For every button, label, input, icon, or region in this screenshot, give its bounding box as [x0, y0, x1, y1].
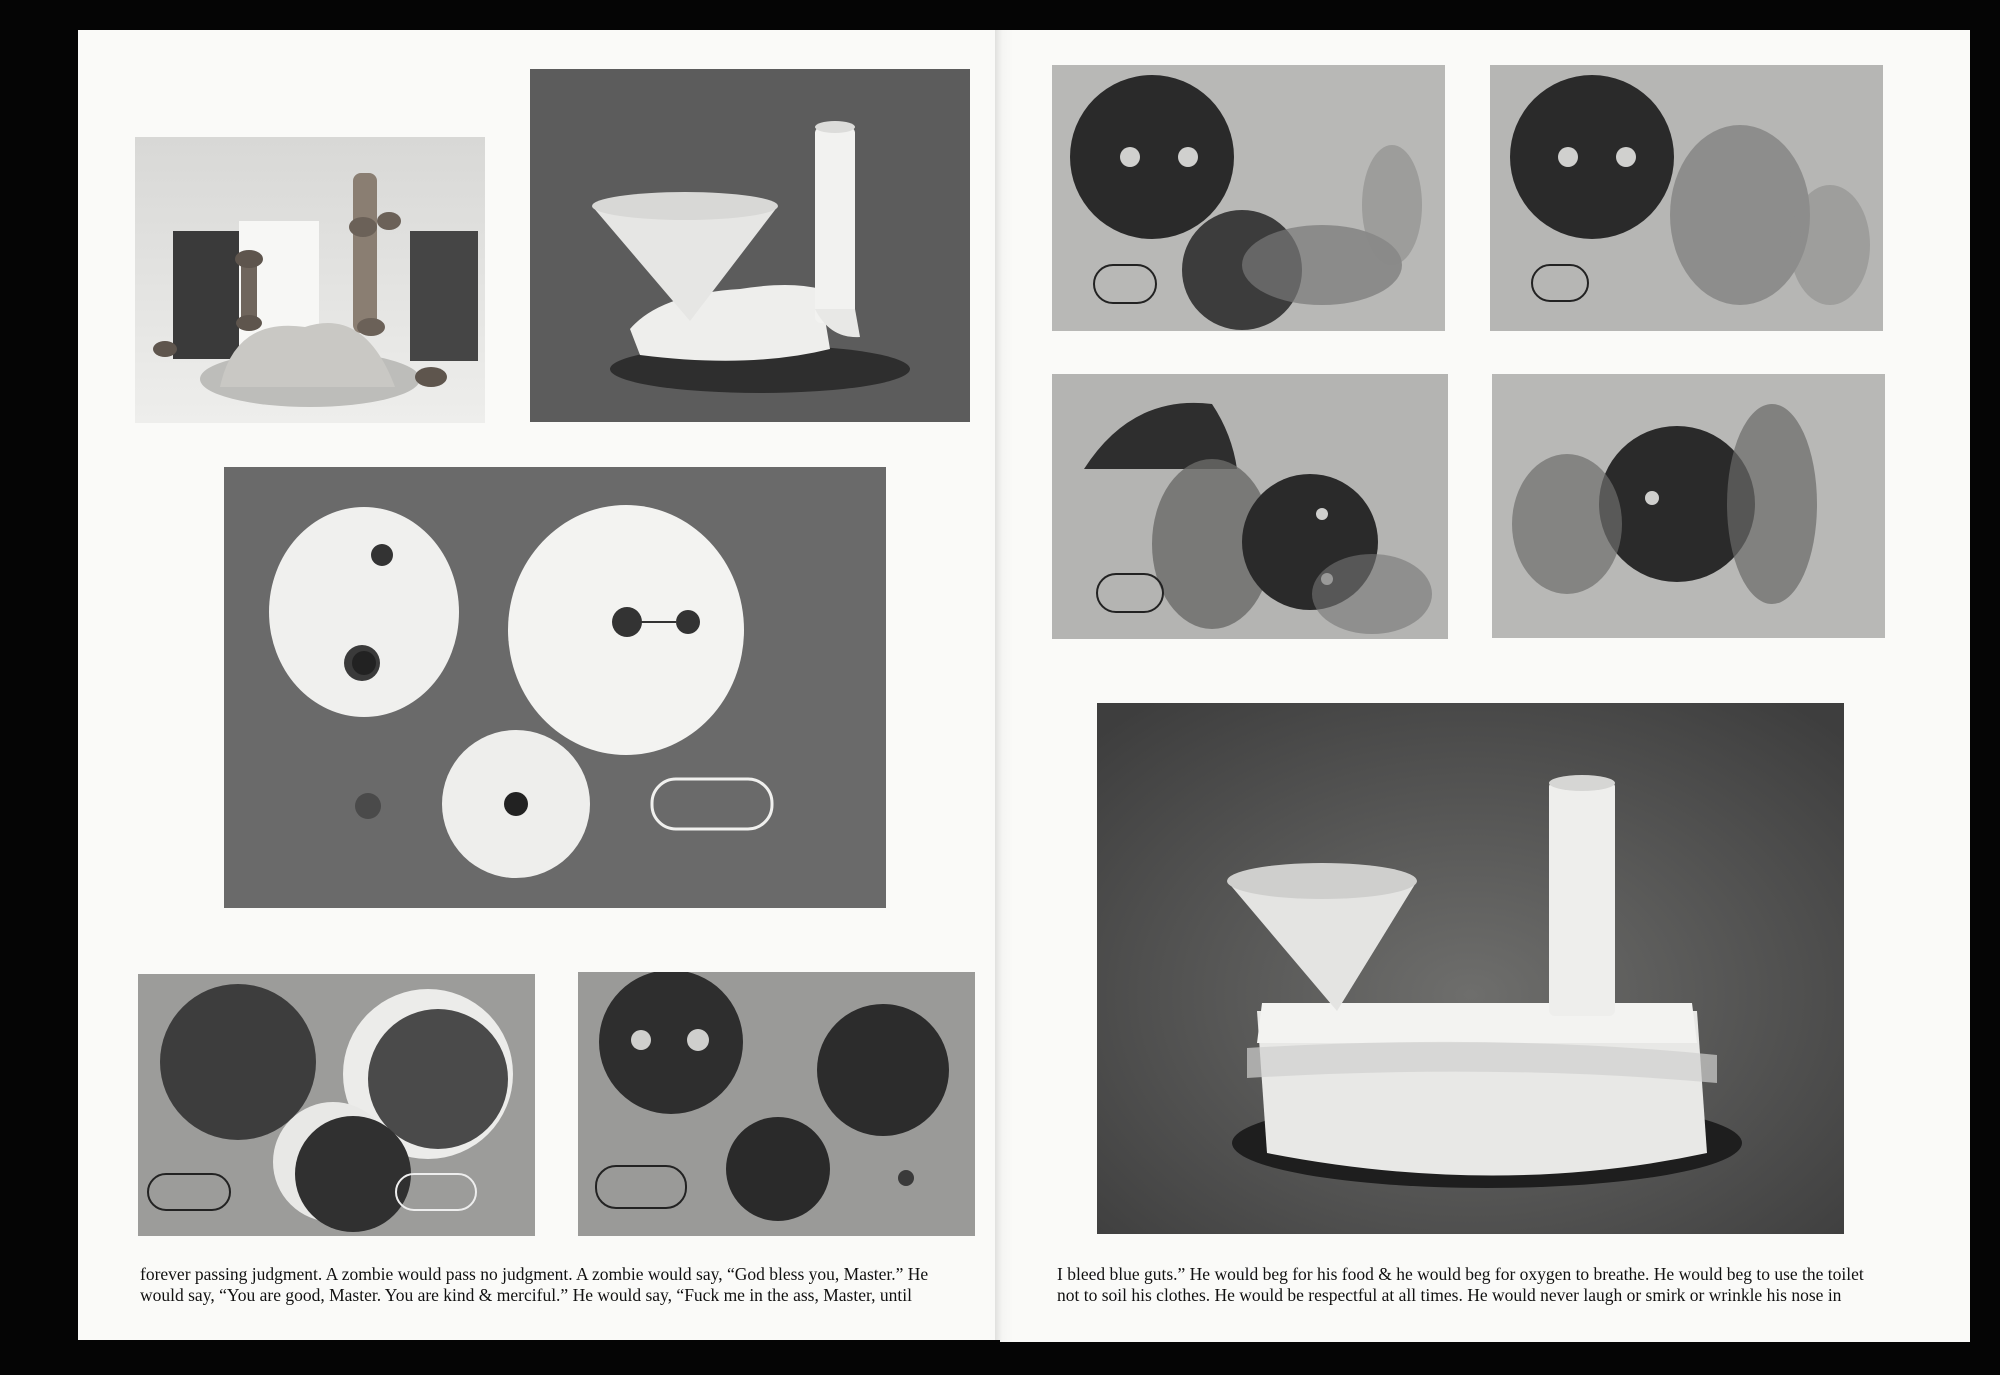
photo-shadow-spheres-4	[1492, 374, 1885, 638]
photo-shadow-spheres-3	[1052, 374, 1448, 639]
text-line: not to soil his clothes. He would be respectful at all times. He would never laugh or smirk or wrinkle his nose in	[1057, 1285, 1842, 1305]
photo-shadow-spheres-1	[1052, 65, 1445, 331]
photo-cone-column-on-base	[1097, 703, 1844, 1234]
text-line: forever passing judgment. A zombie would pass no judgment. A zombie would say, “God bless you, Master.” He	[140, 1264, 929, 1284]
photo-overlay-spheres-2	[578, 972, 975, 1236]
photo-white-discs-flatlay	[224, 467, 886, 908]
photo-shadow-spheres-2	[1490, 65, 1883, 331]
photo-cone-and-column	[530, 69, 970, 422]
photo-sculpture-with-panels	[135, 137, 485, 423]
book-gutter	[995, 30, 1013, 1342]
left-page-text	[140, 1264, 976, 1306]
right-page-text	[1057, 1264, 1891, 1306]
text-line: I bleed blue guts.” He would beg for his food & he would beg for oxygen to breathe. He would beg to use the toilet	[1057, 1264, 1864, 1284]
text-line: would say, “You are good, Master. You are kind & merciful.” He would say, “Fuck me in the ass, Master, until	[140, 1285, 912, 1305]
photo-overlay-spheres-1	[138, 974, 535, 1236]
